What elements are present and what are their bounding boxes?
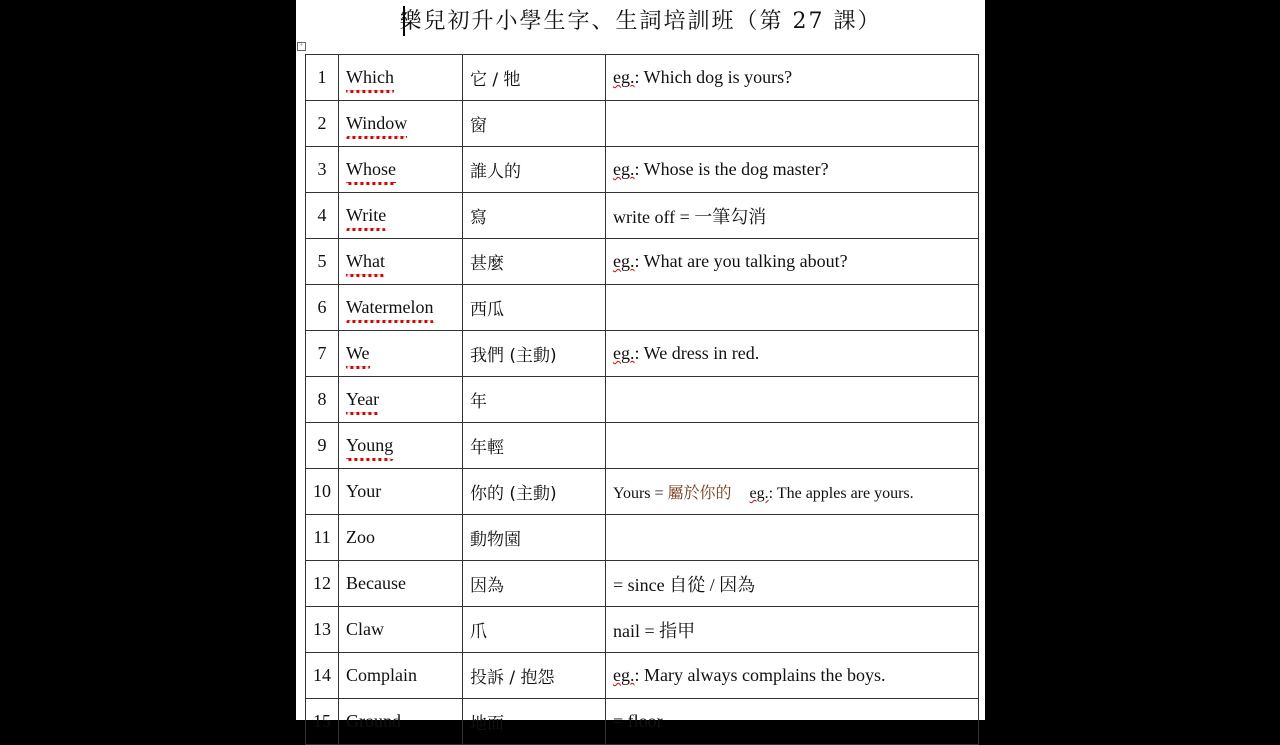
chinese-meaning: 我們 (主動) (470, 346, 557, 366)
table-row (306, 515, 979, 561)
note-text: : Whose is the dog master? (634, 159, 829, 179)
word-cell[interactable] (339, 101, 463, 147)
note-cell[interactable] (606, 469, 979, 515)
english-word: Zoo (346, 527, 375, 547)
chinese-meaning: 它 / 牠 (470, 70, 521, 90)
chinese-cell[interactable] (463, 423, 606, 469)
note-cell[interactable] (606, 239, 979, 285)
row-number: 6 (306, 285, 339, 331)
row-number: 1 (306, 55, 339, 101)
table-row (306, 699, 979, 745)
eg-label: eg. (613, 343, 635, 363)
english-word: Because (346, 573, 406, 593)
row-number: 2 (306, 101, 339, 147)
english-word: Your (346, 481, 382, 501)
eg-label: eg. (613, 665, 635, 685)
table-row (306, 55, 979, 101)
document-title: 樂兒初升小學生字、生詞培訓班（第 27 課） (399, 9, 882, 34)
english-word: Window (346, 113, 408, 133)
table-row (306, 469, 979, 515)
table-row (306, 285, 979, 331)
word-cell[interactable] (339, 285, 463, 331)
word-cell[interactable] (339, 469, 463, 515)
row-number: 4 (306, 193, 339, 239)
chinese-meaning: 年 (470, 392, 487, 412)
eg-label: eg. (613, 67, 635, 87)
note-cell[interactable] (606, 193, 979, 239)
english-word: Complain (346, 665, 417, 685)
table-row (306, 147, 979, 193)
word-cell[interactable] (339, 377, 463, 423)
chinese-cell[interactable] (463, 377, 606, 423)
row-number: 3 (306, 147, 339, 193)
note-text: : Which dog is yours? (634, 67, 793, 87)
word-cell[interactable] (339, 561, 463, 607)
note-text: write off = 一筆勾消 (613, 206, 767, 227)
word-cell[interactable] (339, 423, 463, 469)
document-page (296, 0, 985, 734)
english-word: Whose (346, 159, 396, 179)
chinese-meaning: 動物園 (470, 530, 521, 550)
chinese-cell[interactable] (463, 101, 606, 147)
chinese-meaning: 你的 (主動) (470, 484, 557, 504)
table-row (306, 561, 979, 607)
note-text: = since 自從 / 因為 (613, 574, 756, 595)
chinese-meaning: 西瓜 (470, 300, 504, 320)
note-text: : Mary always complains the boys. (634, 665, 886, 685)
eg-label: eg. (613, 251, 635, 271)
chinese-cell[interactable] (463, 515, 606, 561)
chinese-cell[interactable] (463, 331, 606, 377)
chinese-cell[interactable] (463, 699, 606, 745)
row-number: 13 (306, 607, 339, 653)
chinese-cell[interactable] (463, 653, 606, 699)
note-cell[interactable] (606, 55, 979, 101)
row-number: 10 (306, 469, 339, 515)
row-number: 9 (306, 423, 339, 469)
chinese-meaning: 甚麼 (470, 254, 504, 274)
english-word: Year (346, 389, 380, 409)
word-cell[interactable] (339, 55, 463, 101)
chinese-cell[interactable] (463, 469, 606, 515)
word-cell[interactable] (339, 515, 463, 561)
chinese-cell[interactable] (463, 147, 606, 193)
note-cell[interactable] (606, 561, 979, 607)
eg-label: eg. (613, 159, 635, 179)
word-cell[interactable] (339, 653, 463, 699)
chinese-cell[interactable] (463, 55, 606, 101)
note-text: : What are you talking about? (634, 251, 848, 271)
word-cell[interactable] (339, 239, 463, 285)
chinese-meaning: 年輕 (470, 438, 504, 458)
table-row (306, 607, 979, 653)
note-cell[interactable] (606, 515, 979, 561)
chinese-cell[interactable] (463, 193, 606, 239)
row-number: 15 (306, 699, 339, 745)
note-text: : The apples are yours. (768, 485, 914, 502)
table-row (306, 653, 979, 699)
row-number: 8 (306, 377, 339, 423)
note-cell[interactable] (606, 699, 979, 745)
note-chinese: 屬於你的 (667, 483, 732, 502)
chinese-meaning: 爪 (470, 622, 487, 642)
english-word: Claw (346, 619, 384, 639)
eg-label: eg. (749, 485, 769, 502)
chinese-cell[interactable] (463, 239, 606, 285)
row-number: 11 (306, 515, 339, 561)
chinese-meaning: 窗 (470, 116, 487, 136)
note-text: = floor (613, 711, 663, 731)
chinese-meaning: 地面 (470, 714, 504, 734)
word-cell[interactable] (339, 147, 463, 193)
table-row (306, 101, 979, 147)
note-text: Yours = (613, 485, 668, 502)
note-cell[interactable] (606, 607, 979, 653)
table-move-handle-icon[interactable]: + (297, 42, 306, 51)
chinese-meaning: 誰人的 (470, 162, 521, 182)
word-cell[interactable] (339, 331, 463, 377)
row-number: 14 (306, 653, 339, 699)
english-word: Write (346, 205, 387, 225)
word-cell[interactable] (339, 699, 463, 745)
row-number: 5 (306, 239, 339, 285)
table-row (306, 423, 979, 469)
chinese-cell[interactable] (463, 607, 606, 653)
chinese-cell[interactable] (463, 561, 606, 607)
note-cell[interactable] (606, 285, 979, 331)
table-row (306, 331, 979, 377)
note-cell[interactable] (606, 331, 979, 377)
chinese-meaning: 因為 (470, 576, 504, 596)
note-cell[interactable] (606, 653, 979, 699)
word-cell[interactable] (339, 607, 463, 653)
english-word: Watermelon (346, 297, 434, 317)
row-number: 12 (306, 561, 339, 607)
vocabulary-table (305, 54, 979, 745)
english-word: We (346, 343, 370, 363)
note-cell[interactable] (606, 101, 979, 147)
table-row (306, 193, 979, 239)
english-word: Which (346, 67, 394, 87)
chinese-meaning: 投訴 / 抱怨 (470, 668, 555, 688)
note-text: : We dress in red. (634, 343, 760, 363)
table-row (306, 239, 979, 285)
table-row (306, 377, 979, 423)
note-cell[interactable] (606, 423, 979, 469)
english-word: Young (346, 435, 394, 455)
row-number: 7 (306, 331, 339, 377)
english-word: What (346, 251, 385, 271)
chinese-cell[interactable] (463, 285, 606, 331)
note-text: nail = 指甲 (613, 620, 696, 641)
english-word: Ground (346, 711, 401, 731)
word-cell[interactable] (339, 193, 463, 239)
note-cell[interactable] (606, 147, 979, 193)
note-cell[interactable] (606, 377, 979, 423)
chinese-meaning: 寫 (470, 208, 487, 228)
